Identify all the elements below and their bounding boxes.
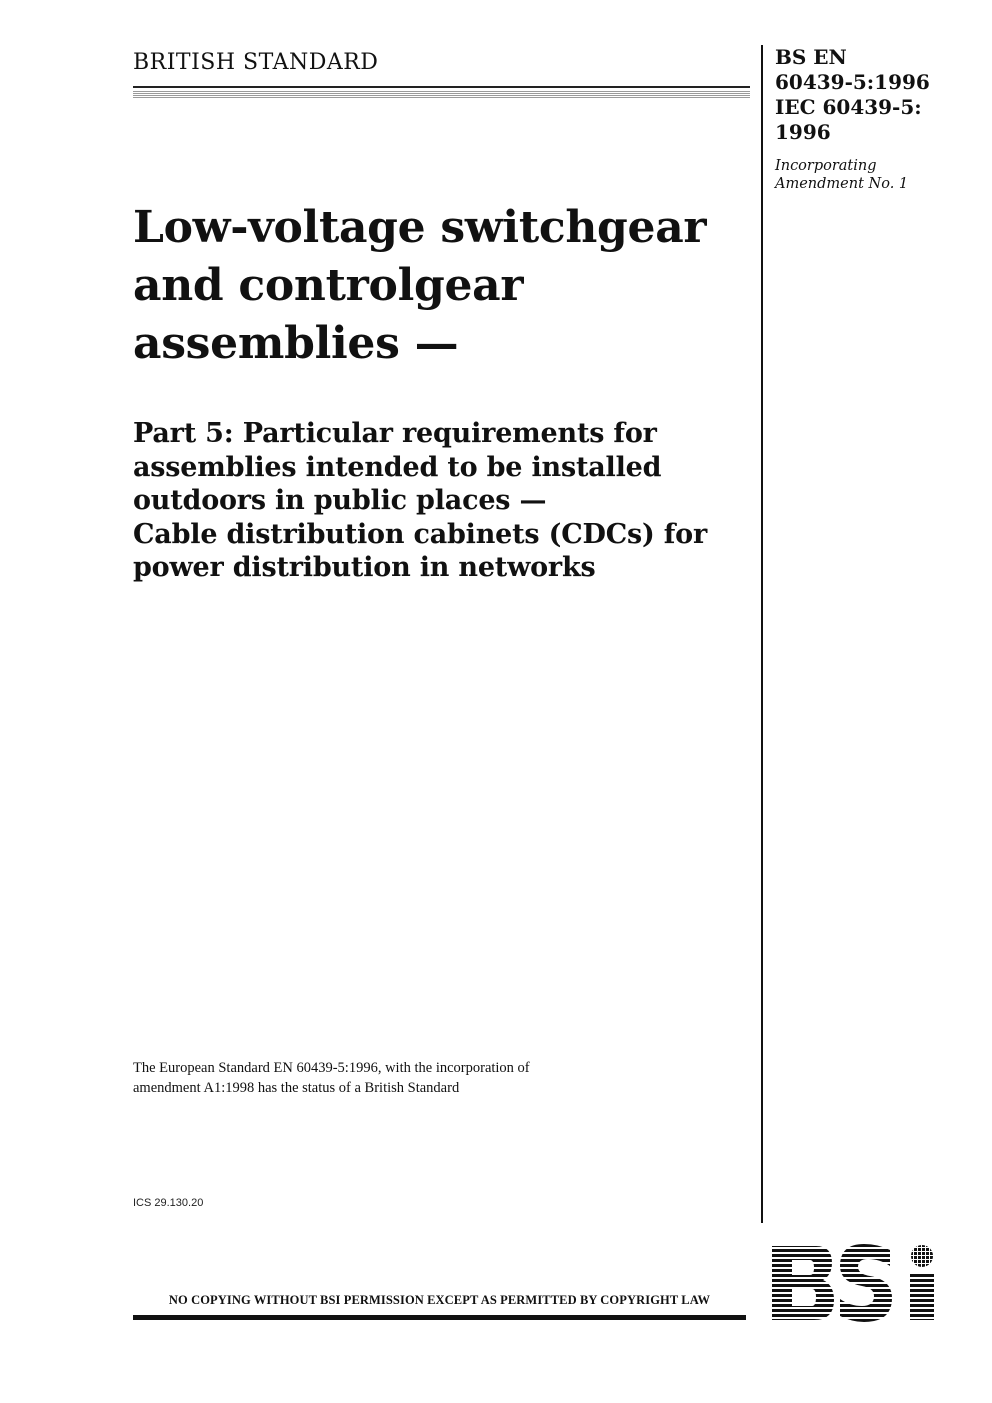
document-subtitle: Part 5: Particular requirements for assemblies intended to be installed outdoors in public places — Cable distribution cabinets (CDCs) for power distribution in networks bbox=[133, 418, 708, 583]
amendment-note bbox=[775, 157, 908, 193]
vertical-divider bbox=[761, 45, 763, 1223]
footer-rule bbox=[133, 1315, 746, 1320]
bsi-logo-icon bbox=[770, 1244, 946, 1322]
status-note: The European Standard EN 60439-5:1996, with the incorporation of amendment A1:1998 has the status of a British Standard bbox=[133, 1060, 530, 1096]
standard-number bbox=[775, 45, 930, 145]
header-rule bbox=[133, 86, 750, 98]
standard-number-text: BS EN 60439-5:1996 IEC 60439-5: 1996 bbox=[775, 45, 930, 144]
document-category: BRITISH STANDARD bbox=[133, 50, 379, 75]
copyright-notice: NO COPYING WITHOUT BSI PERMISSION EXCEPT AS PERMITTED BY COPYRIGHT LAW bbox=[168, 1293, 711, 1307]
amendment-note-text: Incorporating Amendment No. 1 bbox=[775, 158, 909, 192]
ics-code: ICS 29.130.20 bbox=[133, 1197, 204, 1209]
document-title: Low-voltage switchgear and controlgear assemblies — bbox=[133, 202, 707, 369]
